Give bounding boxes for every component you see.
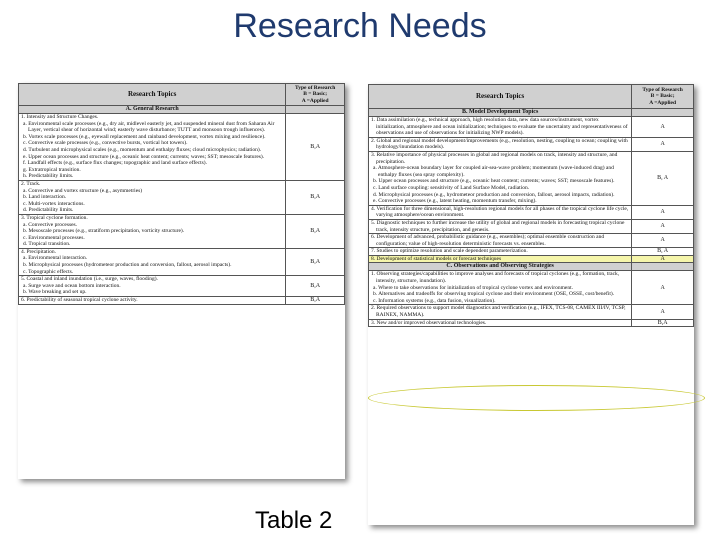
topic-text: 7. Studies to optimize resolution and scale dependent parameterization.	[371, 248, 528, 255]
research-type-cell: A	[632, 255, 694, 263]
topic-text: 1. Observing strategies/capabilities to improve analyses and forecasts of tropical cyclones (e.g., formation, track, intensity, structure, inundation).	[371, 271, 620, 285]
table-row	[369, 305, 694, 319]
header-research-topics: Research Topics	[369, 85, 632, 109]
topic-text: 3. Relative importance of physical processes in global and regional models on track, intensity and structure, and precipitation.	[371, 151, 618, 165]
subtopic-text: h. Predictability limits.	[23, 173, 74, 180]
subtopic-text: a. Environmental scale processes (e.g., dry air, midlevel easterly jet, and suspended mineral dust from Saharan Air Layer, vertical shear of horizontal wind; easterly wave disturbance; TUTT and monsoon trough influences).	[23, 120, 275, 134]
table-row	[369, 248, 694, 256]
table-row	[369, 117, 694, 138]
subtopic-text: d. Predictability limits.	[23, 207, 74, 214]
subtopic-text: d. Microphysical processes (e.g., hydrometeor production and conversion, fallout, aerosol impacts, radiation).	[373, 191, 615, 198]
topic-text: 4. Precipitation.	[21, 248, 56, 255]
topic-cell	[369, 271, 632, 305]
research-type-cell: A	[632, 271, 694, 305]
topic-cell	[369, 219, 632, 233]
research-type-cell: A	[632, 219, 694, 233]
topic-cell	[19, 180, 286, 214]
general-research-table	[18, 83, 345, 479]
model-development-table	[368, 84, 694, 525]
table-row	[19, 276, 345, 297]
subtopic-text: b. Alternatives and tradeoffs for observing tropical cyclone and their environment (OSE, OSSE, cost/benefit).	[373, 291, 615, 298]
topic-text: 6. Development of advanced, probabilistic guidance (e.g., ensembles); optimal ensemble construction and configuration; value of high-resolution deterministic forecasts vs. ensembles.	[371, 234, 605, 247]
subtopic-text: a. Surge wave and ocean bottom interaction.	[23, 282, 121, 289]
topic-cell	[369, 205, 632, 219]
subtopic-text: a. Convective and vortex structure (e.g., asymmetries)	[23, 187, 143, 194]
subtopic-text: e. Upper ocean processes and structure (e.g., oceanic heat content; currents; waves; SST; mesoscale features).	[23, 153, 265, 160]
research-type-cell: B,A	[286, 114, 345, 181]
topic-text: 2. Track.	[21, 180, 41, 187]
table-row	[19, 114, 345, 181]
subtopic-text: a. Atmosphere-ocean boundary layer for coupled air-sea-wave problem; momentum (wave-induced drag) and enthalpy fluxes (sea spray complexity).	[373, 165, 614, 178]
research-type-cell: B,A	[286, 297, 345, 305]
header-type-of-research: Type of Research B = Basic; A =Applied	[632, 85, 694, 109]
topic-cell	[19, 114, 286, 181]
subtopic-text: a. Where to take observations for initialization of tropical cyclone vortex and environment.	[373, 284, 573, 291]
topic-cell	[369, 137, 632, 151]
subtopic-text: d. Tropical transition.	[23, 241, 71, 248]
subtopic-text: b. Microphysical processes (hydrometeor production and conversion, fallout, aerosol impacts).	[23, 262, 232, 269]
research-type-cell: B, A	[632, 151, 694, 205]
section-title: A. General Research	[19, 106, 286, 114]
table-row	[369, 319, 694, 327]
topic-text: 2. Required observations to support model diagnostics and verification (e.g., IFEX, TCS-08, CAMEX III/IV, TCSP, RAINEX, NAMMA).	[371, 305, 626, 319]
subtopic-text: b. Upper ocean processes and structure (e.g., oceanic heat content; currents; waves; SST; mesoscale features).	[373, 178, 615, 185]
subtopic-text: b. Wave breaking and set up.	[23, 289, 87, 296]
topic-text: 2. Global and regional model development/improvements (e.g., resolution, nesting, coupling to ocean; coupling with hydrology/inundation models).	[371, 137, 628, 151]
topic-text: 3. New and/or improved observational technologies.	[371, 319, 487, 326]
subtopic-text: c. Information systems (e.g., data fusion, visualization).	[373, 297, 496, 304]
research-type-cell: B,A	[286, 214, 345, 248]
section-title: B. Model Development Topics	[369, 109, 632, 117]
research-type-cell: A	[632, 305, 694, 319]
topic-cell	[369, 248, 632, 256]
research-type-cell: A	[632, 137, 694, 151]
subtopic-text: b. Vortex scale processes (e.g., eyewall replacement and rainband development, vortex mixing and resilience).	[23, 133, 266, 140]
subtopic-text: a. Convective processes.	[23, 221, 78, 228]
topic-text: 1. Intensity and Structure Changes.	[21, 114, 99, 120]
subtopic-text: c. Multi-vortex interactions.	[23, 200, 85, 207]
table-row	[369, 137, 694, 151]
table-row	[369, 271, 694, 305]
topic-text: 5. Coastal and inland inundation (i.e., surge, waves, flooding).	[21, 276, 158, 283]
subtopic-text: d. Turbulent and microphysical scales (e.g., momentum and enthalpy fluxes; cloud microphysics; radiation).	[23, 146, 262, 153]
topic-cell	[369, 319, 632, 327]
table-row	[369, 255, 694, 263]
table-row	[19, 248, 345, 275]
topic-text: 5. Diagnostic techniques to further increase the utility of global and regional models in forecasting tropical cyclone track, intensity structure, precipitation, and genesis.	[371, 219, 625, 233]
topic-cell	[19, 214, 286, 248]
research-type-cell: A	[632, 205, 694, 219]
table-row	[369, 234, 694, 248]
research-type-cell: B,A	[286, 276, 345, 297]
subtopic-text: c. Topographic effects.	[23, 268, 74, 275]
subtopic-text: b. Mesoscale processes (e.g., stratiform precipitation, vorticity structure).	[23, 228, 185, 235]
subtopic-text: f. Landfall effects (e.g., surface flux changes; topographic and land surface effects).	[23, 160, 207, 167]
topic-text: 3. Tropical cyclone formation.	[21, 214, 88, 221]
topic-text: 6. Predictability of seasonal tropical cyclone activity.	[21, 297, 138, 304]
research-type-cell: B,A	[286, 180, 345, 214]
header-type-of-research: Type of Research B = Basic; A =Applied	[286, 84, 345, 106]
topic-cell	[369, 151, 632, 205]
topic-cell	[369, 305, 632, 319]
section-title: C. Observations and Observing Strategies	[369, 263, 632, 271]
subtopic-text: c. Environmental processes.	[23, 234, 85, 241]
topic-cell	[369, 117, 632, 138]
topic-cell	[369, 234, 632, 248]
topic-text: 4. Verification for three dimensional, high-resolution regional models for all phases of the tropical cyclone life cycle, varying atmosphere/ocean environment.	[371, 205, 629, 219]
header-research-topics: Research Topics	[19, 84, 286, 106]
table-row	[369, 151, 694, 205]
topic-text: 1. Data assimilation (e.g., technical approach, high resolution data, new data sources/instrument, vortex initialization, atmosphere and ocean initialization; techniques to evaluate the uncertainty and representativeness of observations and use of observations for initializing NWP models).	[371, 117, 628, 137]
topic-text: 8. Development of statistical models or forecast techniques	[371, 255, 502, 262]
topic-cell	[19, 276, 286, 297]
topic-cell	[369, 255, 632, 263]
subtopic-text: g. Extratropical transition.	[23, 166, 81, 173]
table-caption: Table 2	[255, 507, 333, 534]
table-row	[19, 214, 345, 248]
research-type-cell: B, A	[632, 248, 694, 256]
subtopic-text: c. Convective scale processes (e.g., convective bursts, vortical hot towers).	[23, 140, 188, 147]
subtopic-text: b. Land interaction.	[23, 194, 67, 201]
subtopic-text: c. Land surface coupling: sensitivity of Land Surface Model, radiation.	[373, 184, 530, 191]
research-type-cell: B,A	[286, 248, 345, 275]
research-type-cell: A	[632, 234, 694, 248]
slide-title: Research Needs	[233, 7, 487, 45]
table-row	[369, 219, 694, 233]
table-row	[19, 297, 345, 305]
table-row	[19, 180, 345, 214]
research-type-cell: A	[632, 117, 694, 138]
topic-cell	[19, 248, 286, 275]
table-row	[369, 205, 694, 219]
topic-cell	[19, 297, 286, 305]
subtopic-text: e. Convective processes (e.g., latent heating, momentum transfer, mixing).	[373, 198, 537, 205]
subtopic-text: a. Environmental interaction.	[23, 255, 88, 262]
research-type-cell: B,A	[632, 319, 694, 327]
